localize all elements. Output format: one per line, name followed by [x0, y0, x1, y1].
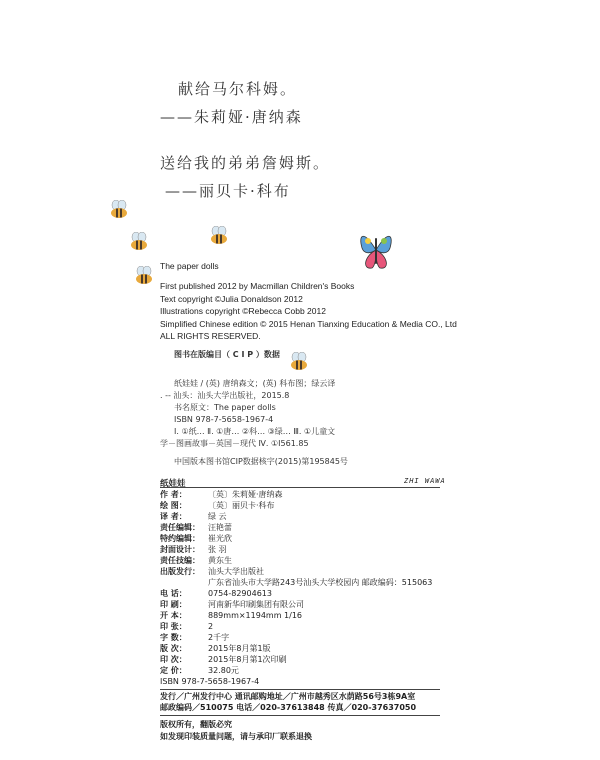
- bee-icon: [133, 266, 155, 286]
- cip-subject-2: 学－图画故事－英国－现代 Ⅳ. ①I561.85: [160, 439, 309, 448]
- copyright-line: Text copyright ©Julia Donaldson 2012: [160, 293, 303, 304]
- rights-notice: 版权所有，翻版必究: [160, 720, 232, 729]
- colophon-row: 责任编辑： 汪艳蕾: [160, 523, 232, 532]
- cip-heading: 图书在版编目（ C I P ）数据: [174, 350, 280, 359]
- bee-icon: [288, 352, 310, 372]
- cip-line: 书名原文：The paper dolls: [174, 403, 276, 412]
- bee-icon: [108, 200, 130, 220]
- colophon-row: 绘 图： 〔英〕丽贝卡·科布: [160, 501, 275, 510]
- book-title: 纸娃娃: [160, 479, 186, 489]
- divider: [160, 715, 440, 716]
- colophon-row: 字 数： 2千字: [160, 633, 230, 642]
- colophon-row: 责任技编： 黄东生: [160, 556, 232, 565]
- divider: [160, 689, 440, 690]
- colophon-row: 电 话： 0754-82904613: [160, 589, 272, 598]
- colophon-row: 印 张： 2: [160, 622, 214, 631]
- colophon-row: 印 次： 2015年8月第1次印刷: [160, 655, 287, 664]
- cip-subject-1: Ⅰ. ①纸… Ⅱ. ①唐… ②科… ③绿… Ⅲ. ①儿童文: [174, 427, 336, 436]
- dedication-1: 献给马尔科姆。: [178, 80, 298, 98]
- cip-line: . -- 汕头：汕头大学出版社，2015.8: [160, 391, 290, 400]
- colophon-row: 版 次： 2015年8月第1版: [160, 644, 271, 653]
- colophon-row: 译 者： 绿 云: [160, 512, 227, 521]
- colophon-row: 特约编辑： 崔光欣: [160, 534, 232, 543]
- colophon-row: 印 刷： 河南新华印刷集团有限公司: [160, 600, 304, 609]
- cip-line: 纸娃娃 / (英) 唐纳森文；(英) 科布图；绿云译: [174, 379, 336, 388]
- cip-line: ISBN 978-7-5658-1967-4: [174, 415, 274, 424]
- colophon-row: 作 者： 〔英〕朱莉娅·唐纳森: [160, 490, 283, 499]
- copyright-line: Simplified Chinese edition © 2015 Henan Tianxing Education & Media CO., Ltd: [160, 318, 457, 329]
- colophon-row: 封面设计： 张 羽: [160, 545, 227, 554]
- distribution-line-2: 邮政编码／510075 电话／020-37613848 传真／020-37637050: [160, 703, 417, 712]
- quality-notice: 如发现印装质量问题，请与承印厂联系退换: [160, 732, 312, 741]
- copyright-line: Illustrations copyright ©Rebecca Cobb 2012: [160, 306, 326, 316]
- dedication-1-author: ——朱莉娅·唐纳森: [160, 108, 303, 126]
- english-title: The paper dolls: [160, 261, 219, 271]
- cip-record: [160, 378, 336, 426]
- english-copyright-block: [160, 280, 457, 343]
- copyright-line: First published 2012 by Macmillan Children's Books: [160, 281, 355, 291]
- distribution-line-1: 发行／广州发行中心 通讯邮购地址／广州市越秀区水荫路56号3栋9A室: [160, 692, 416, 701]
- isbn-row: ISBN 978-7-5658-1967-4: [160, 677, 260, 686]
- colophon-row: 定 价： 32.80元: [160, 666, 239, 675]
- colophon-row: 广东省汕头市大学路243号汕头大学校园内 邮政编码：515063: [208, 578, 433, 587]
- cip-number: 中国版本图书馆CIP数据核字(2015)第195845号: [174, 457, 348, 466]
- butterfly-icon: [358, 228, 394, 274]
- dedication-2: 送给我的弟弟詹姆斯。: [160, 154, 331, 172]
- copyright-line: ALL RIGHTS RESERVED.: [160, 331, 261, 341]
- bee-icon: [208, 226, 230, 246]
- dedication-2-author: ——丽贝卡·科布: [165, 182, 291, 200]
- book-pinyin: ZHI WAWA: [404, 477, 446, 485]
- colophon-row: 出版发行： 汕头大学出版社: [160, 567, 264, 576]
- bee-icon: [128, 232, 150, 252]
- divider: [160, 487, 440, 488]
- colophon-row: 开 本： 889mm×1194mm 1/16: [160, 611, 303, 620]
